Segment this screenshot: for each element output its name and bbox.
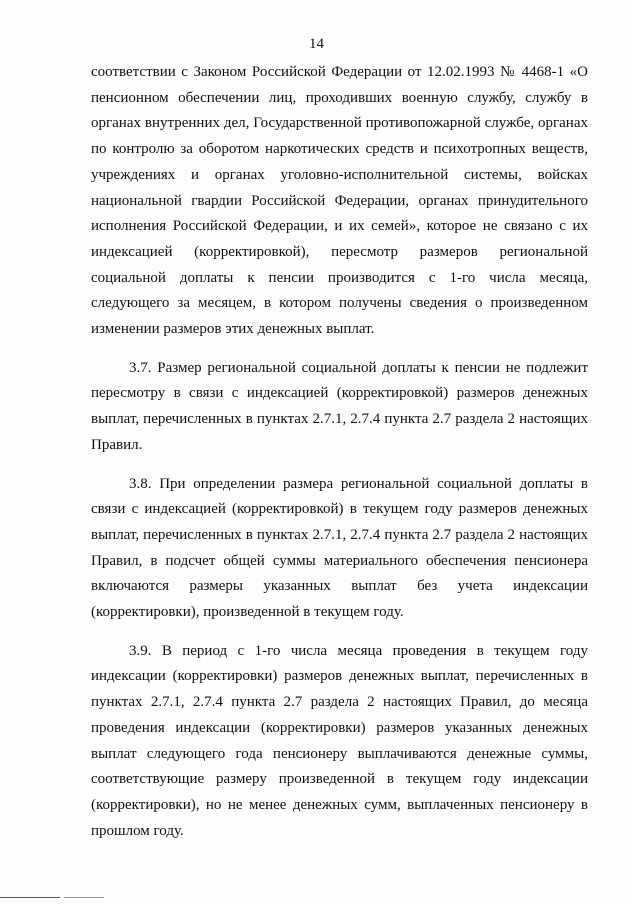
paragraph-gap bbox=[91, 343, 588, 356]
scan-edge-line bbox=[64, 897, 104, 898]
scan-edge-line bbox=[0, 897, 60, 898]
paragraph-gap bbox=[91, 626, 588, 639]
paragraph-3-9: 3.9. В период с 1-го числа месяца проведения в текущем году индексации (корректировки) размеров денежных выплат, перечисленных в пунктах 2.7.1, 2.7.4 пункта 2.7 раздела 2 настоящих Правил, до месяца проведения индексации (корректировки) размеров указанных денежных выплат следующего года пенсионеру выплачиваются денежные суммы, соответствующие размеру произведенной в текущем году индексации (корректировки), но не менее денежных сумм, выплаченных пенсионеру в прошлом году. bbox=[91, 642, 588, 839]
paragraph-continuation: соответствии с Законом Российской Федерации от 12.02.1993 № 4468-1 «О пенсионном обеспечении лиц, проходивших военную службу, службу в органах внутренних дел, Государственной противопожарной службе, органах по контролю за оборотом наркотических средств и психотропных веществ, учреждениях и органах уголовно-исполнительной системы, войсках национальной гвардии Российской Федерации, органах принудительного исполнения Российской Федерации, и их семей», которое не связано с их индексацией (корректировкой), пересмотр размеров региональной социальной доплаты к пенсии производится с 1-го числа месяца, следующего за месяцем, в котором получены сведения о произведенном изменении размеров этих денежных выплат. bbox=[91, 64, 588, 338]
page-number: 14 bbox=[309, 36, 324, 52]
paragraph-3-8: 3.8. При определении размера региональной социальной доплаты в связи с индексацией (корректировкой) в текущем году размеров денежных выплат, перечисленных в пунктах 2.7.1, 2.7.4 пункта 2.7 раздела 2 настоящих Правил, в подсчет общей суммы материального обеспечения пенсионера включаются размеры указанных выплат без учета индексации (корректировки), произведенной в текущем году. bbox=[91, 475, 588, 621]
paragraph-gap bbox=[91, 459, 588, 472]
paragraph-3-7: 3.7. Размер региональной социальной доплаты к пенсии не подлежит пересмотру в связи с индексацией (корректировкой) размеров денежных выплат, перечисленных в пунктах 2.7.1, 2.7.4 пункта 2.7 раздела 2 настоящих Правил. bbox=[91, 359, 588, 453]
document-body bbox=[91, 60, 588, 844]
